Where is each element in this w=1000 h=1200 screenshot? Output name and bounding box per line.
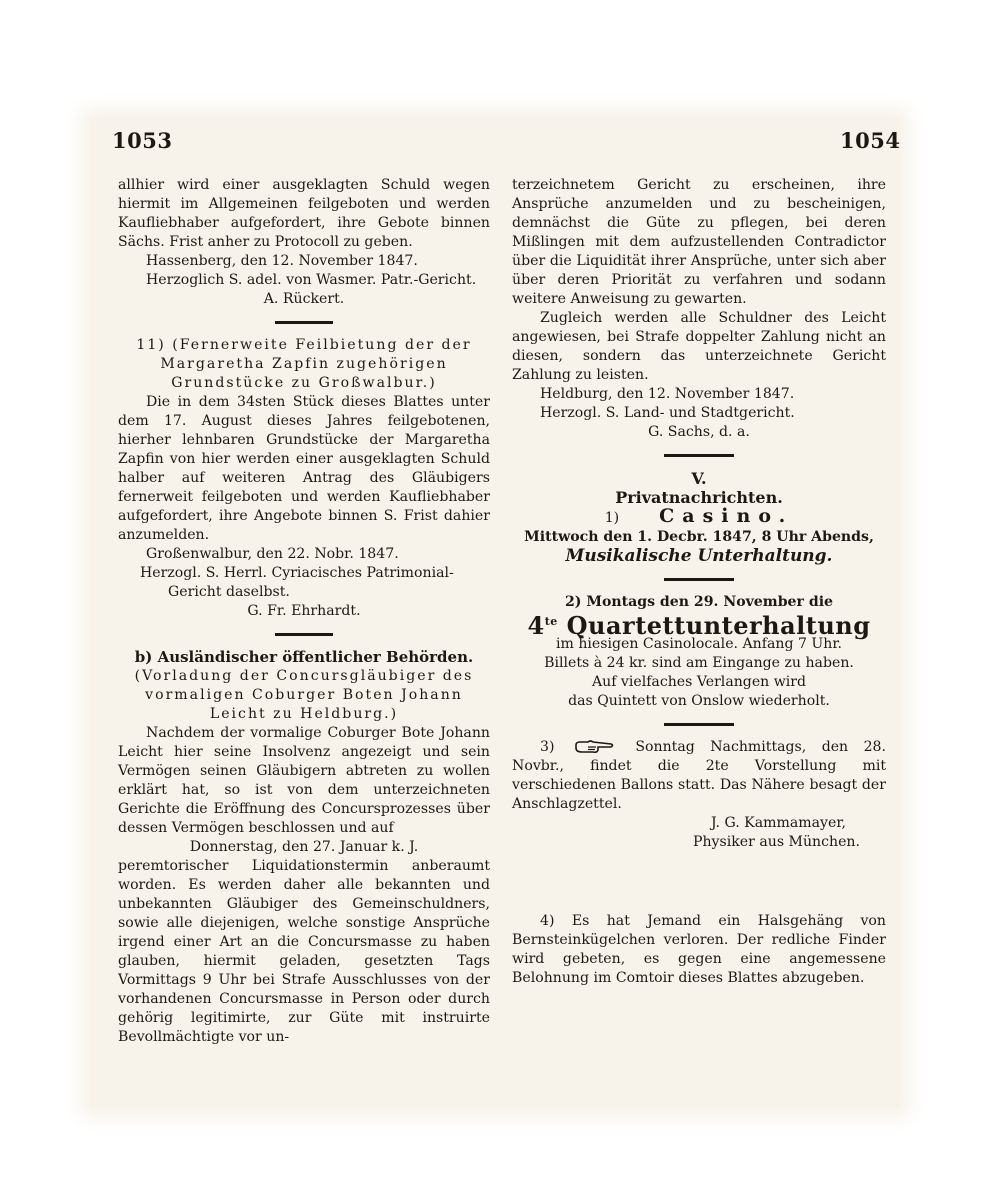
court-name: Herzogl. S. Land- und Stadtgericht. bbox=[540, 405, 795, 421]
court-name: Herzogl. S. Herrl. Cyriacisches Patrimonial-Gericht daselbst. bbox=[140, 565, 454, 600]
section-heading: b) Ausländischer öffentlicher Behörden. bbox=[134, 648, 474, 666]
headline-number: 4 bbox=[527, 611, 545, 640]
advert-line: das Quintett von Onslow wiederholt. bbox=[568, 693, 830, 709]
pointing-hand-icon bbox=[574, 739, 614, 755]
advert-event: Musikalische Unterhaltung. bbox=[565, 546, 833, 566]
signature: J. G. Kammamayer, bbox=[710, 815, 846, 831]
court-name: Herzoglich S. adel. von Wasmer. Patr.-Gericht. bbox=[146, 272, 477, 288]
advert-4-text: 4) Es hat Jemand ein Halsgehäng von Bernsteinkügelchen verloren. Der redliche Finder wird gebeten, es gegen eine angemessene Belohnung im Comtoir dieses Blattes abzugeben. bbox=[512, 913, 886, 986]
advert-line: 2) Montags den 29. November die bbox=[564, 594, 834, 610]
notice-heading: (Vorladung der Concursgläubiger des vormaligen Coburger Boten Johann Leicht zu Heldburg.) bbox=[134, 668, 474, 722]
paragraph: Zugleich werden alle Schuldner des Leicht angewiesen, bei Strafe doppelter Zahlung nicht an diesen, sondern das unterzeichnete Gericht Zahlung zu leisten. bbox=[512, 310, 886, 383]
advert-3-text bbox=[512, 738, 886, 814]
paragraph: allhier wird einer ausgeklagten Schuld wegen hiermit im Allgemeinen feilgeboten und werden Kaufliebhaber aufgefordert, ihre Gebote binnen Sächs. Frist anher zu Protocoll zu geben. bbox=[118, 177, 490, 250]
signature-title: Physiker aus München. bbox=[692, 834, 860, 850]
headline-suffix: te bbox=[544, 615, 558, 628]
left-column bbox=[118, 176, 490, 1047]
date-line: Donnerstag, den 27. Januar k. J. bbox=[189, 839, 419, 855]
advert-line: im hiesigen Casinolocale. Anfang 7 Uhr. bbox=[555, 636, 843, 652]
separator-rule bbox=[664, 454, 734, 457]
right-column bbox=[512, 176, 886, 988]
place-date: Heldburg, den 12. November 1847. bbox=[540, 386, 795, 402]
separator-rule bbox=[664, 578, 734, 581]
advert-line: Mittwoch den 1. Decbr. 1847, 8 Uhr Abends, bbox=[524, 529, 874, 545]
separator-rule bbox=[275, 633, 333, 636]
paragraph: terzeichnetem Gericht zu erscheinen, ihre Ansprüche anzumelden und zu bescheinigen, demnächst die Güte zu pflegen, bei deren Mißlingen mit dem aufzustellenden Contradictor über die Liquidität ihrer Ansprüche, unter sich aber über deren Priorität zu verfahren und sodann weitere Anweisung zu gewarten. bbox=[512, 177, 886, 307]
advert-1-heading bbox=[512, 507, 886, 528]
place-date: Hassenberg, den 12. November 1847. bbox=[146, 253, 418, 269]
section-number: V. bbox=[691, 469, 707, 488]
advert-line: Billets à 24 kr. sind am Eingange zu haben. bbox=[544, 655, 854, 671]
signature: G. Sachs, d. a. bbox=[648, 424, 750, 440]
separator-rule bbox=[664, 723, 734, 726]
paragraph: Die in dem 34sten Stück dieses Blattes unter dem 17. August dieses Jahres feilgebotenen, hierher lehnbaren Grundstücke der Margaretha Zapfin von hier werden einer ausgeklagten Schuld halber auf weiteren Antrag des Gläubigers fernerweit feilgeboten und werden Kaufliebhaber aufgefordert, ihre Angebote binnen S. Frist dahier anzumelden. bbox=[118, 394, 490, 543]
page-number-left: 1053 bbox=[112, 128, 173, 153]
advert-line: Auf vielfaches Verlangen wird bbox=[591, 674, 807, 690]
page-number-right: 1054 bbox=[840, 128, 901, 153]
advert-title: Casino. bbox=[659, 505, 794, 527]
advert-headline bbox=[512, 611, 886, 640]
signature: A. Rückert. bbox=[263, 291, 345, 307]
notice-heading: 11) (Fernerweite Feilbietung der der Margaretha Zapfin zugehörigen Grundstücke zu Großwalbur.) bbox=[136, 337, 472, 391]
headline-text: Quartettunterhaltung bbox=[566, 611, 871, 640]
paragraph: peremtorischer Liquidationstermin anberaumt worden. Es werden daher alle bekannten und unbekannten Gläubiger des Gemeinschuldners, sowie alle diejenigen, welche sonstige Ansprüche irgend einer Art an die Concursmasse zu haben glauben, hiermit geladen, gesetzten Tags Vormittags 9 Uhr bei Strafe Ausschlusses von der vorhandenen Concursmasse in Person oder durch gehörig legitimirte, zur Güte mit instruirte Bevollmächtigte vor un- bbox=[118, 858, 490, 1045]
paragraph: Nachdem der vormalige Coburger Bote Johann Leicht hier seine Insolvenz angezeigt und sein Vermögen seinen Gläubigern abtreten zu wollen erklärt hat, so ist von dem unterzeichneten Gerichte die Eröffnung des Concursprozesses über dessen Vermögen beschlossen und auf bbox=[118, 725, 490, 836]
signature: G. Fr. Ehrhardt. bbox=[247, 603, 361, 619]
advert-number: 1) bbox=[604, 510, 620, 526]
place-date: Großenwalbur, den 22. Nobr. 1847. bbox=[146, 546, 399, 562]
advert-number: 3) bbox=[540, 739, 555, 755]
advert-text: Sonntag Nachmittags, den 28. Novbr., findet die 2te Vorstellung mit verschiedenen Ballons statt. Das Nähere besagt der Anschlagzettel. bbox=[512, 739, 886, 812]
section-title: Privatnachrichten. bbox=[615, 488, 783, 507]
separator-rule bbox=[275, 321, 333, 324]
